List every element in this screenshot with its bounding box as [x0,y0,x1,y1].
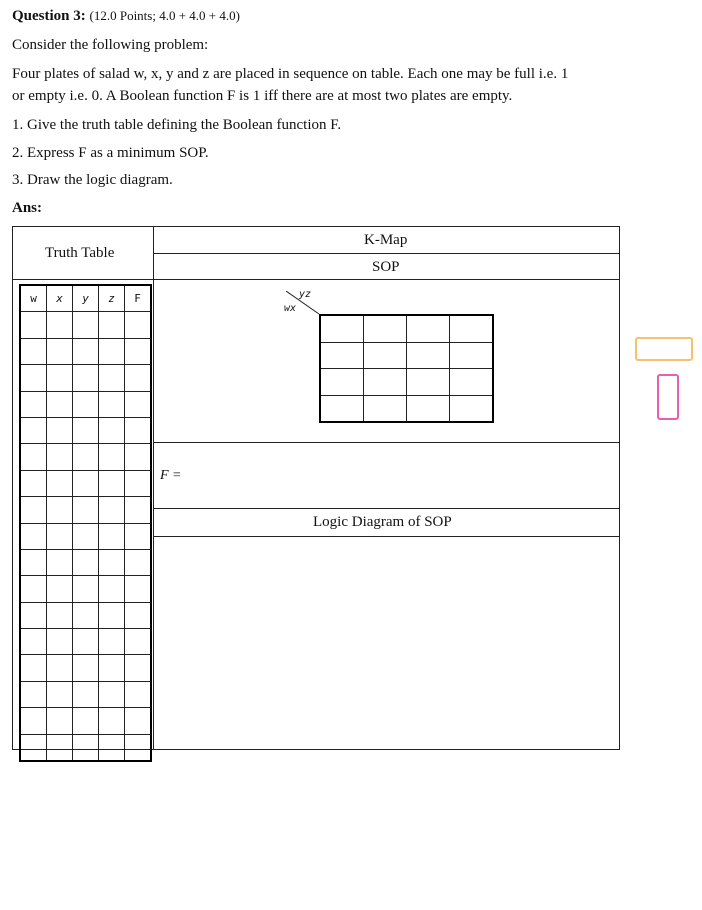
truth-table-cell[interactable] [99,497,125,523]
truth-table-row [20,417,151,443]
orange-box-shape [635,337,693,361]
truth-table-cell[interactable] [47,655,73,681]
truth-table-cell[interactable] [20,470,47,496]
truth-table-cell[interactable] [125,470,152,496]
kmap-col-var: yz [299,289,312,300]
problem-line-1: Four plates of salad w, x, y and z are placed in sequence on table. Each one may be full i.e. 1 [12,66,569,82]
truth-table-cell[interactable] [73,312,99,338]
truth-table-cell[interactable] [73,470,99,496]
truth-table-cell[interactable] [20,655,47,681]
kmap-row [320,315,493,342]
truth-table-cell[interactable] [20,708,47,734]
truth-table-cell[interactable] [125,734,152,761]
truth-table-label: Truth Table [45,245,115,261]
truth-table-cell[interactable] [73,417,99,443]
truth-table-cell[interactable] [20,523,47,549]
pink-box-shape [657,374,679,420]
kmap-row [320,369,493,396]
truth-table-cell[interactable] [73,708,99,734]
truth-table-cell[interactable] [73,338,99,364]
kmap-cell[interactable] [407,395,450,422]
truth-table-cell[interactable] [99,602,125,628]
question-points: (12.0 Points; 4.0 + 4.0 + 4.0) [89,8,240,23]
kmap-cell[interactable] [450,369,494,396]
truth-table-cell[interactable] [99,338,125,364]
ans-label: Ans: [12,200,43,216]
sop-label: SOP [372,259,400,275]
truth-table-cell[interactable] [47,444,73,470]
kmap-row [320,342,493,369]
truth-table-cell[interactable] [99,681,125,707]
truth-table-header [20,285,151,312]
truth-table-cell[interactable] [20,417,47,443]
truth-table-cell[interactable] [99,734,125,761]
truth-table-cell[interactable] [20,629,47,655]
truth-table-cell[interactable] [125,338,152,364]
truth-table-cell[interactable] [99,523,125,549]
truth-table-cell[interactable] [125,365,152,391]
truth-table-row [20,497,151,523]
truth-table-cell[interactable] [99,391,125,417]
divider-logic-header [153,536,620,537]
truth-table-cell[interactable] [99,312,125,338]
truth-table-cell[interactable] [99,365,125,391]
kmap-cell[interactable] [450,315,494,342]
truth-table-cell[interactable] [125,549,152,575]
truth-table-cell[interactable] [20,576,47,602]
truth-table-row [20,338,151,364]
truth-table-cell[interactable] [47,523,73,549]
truth-table-cell[interactable] [125,312,152,338]
col-w: w [20,285,47,312]
truth-table-cell[interactable] [73,365,99,391]
truth-table-cell[interactable] [47,497,73,523]
truth-table-cell[interactable] [73,629,99,655]
truth-table-cell[interactable] [47,312,73,338]
kmap-cell[interactable] [364,369,407,396]
truth-table-cell[interactable] [125,497,152,523]
truth-table-cell[interactable] [47,338,73,364]
truth-table-cell[interactable] [47,681,73,707]
truth-table-row [20,629,151,655]
truth-table-cell[interactable] [99,444,125,470]
kmap-cell[interactable] [364,395,407,422]
question-label: Question 3: [12,8,86,24]
truth-table-cell[interactable] [20,681,47,707]
truth-table-cell[interactable] [99,629,125,655]
truth-table-row [20,576,151,602]
divider-kmap-f [153,442,620,443]
truth-table-cell[interactable] [99,417,125,443]
truth-table-row [20,523,151,549]
truth-table-cell[interactable] [73,391,99,417]
truth-table-cell[interactable] [73,655,99,681]
truth-table-cell[interactable] [73,734,99,761]
truth-table-cell[interactable] [47,576,73,602]
kmap-cell[interactable] [320,342,364,369]
truth-table-row [20,734,151,761]
truth-table-cell[interactable] [99,549,125,575]
truth-table-cell[interactable] [47,602,73,628]
kmap-cell[interactable] [364,315,407,342]
truth-table-row [20,655,151,681]
divider-f-logic [153,508,620,509]
truth-table-row [20,602,151,628]
truth-table-cell[interactable] [47,734,73,761]
problem-line-2: or empty i.e. 0. A Boolean function F is 1 iff there are at most two plates are empty. [12,88,513,104]
truth-table-row [20,365,151,391]
truth-table-cell[interactable] [73,497,99,523]
truth-table-cell[interactable] [125,681,152,707]
truth-table-row [20,312,151,338]
kmap-cell[interactable] [450,395,494,422]
truth-table-cell[interactable] [47,470,73,496]
truth-table-cell[interactable] [99,576,125,602]
f-equals-label: F = [160,468,182,483]
task-1: 1. Give the truth table defining the Boolean function F. [12,117,342,133]
truth-table-cell[interactable] [99,655,125,681]
truth-table-row [20,444,151,470]
truth-table-cell[interactable] [20,338,47,364]
col-y: y [73,285,99,312]
truth-table-cell[interactable] [125,444,152,470]
truth-table-cell[interactable] [99,708,125,734]
truth-table-cell[interactable] [20,549,47,575]
truth-table-cell[interactable] [73,576,99,602]
truth-table-grid [19,284,152,762]
col-f: F [125,285,152,312]
truth-table-row [20,391,151,417]
kmap-grid [319,314,494,423]
task-3: 3. Draw the logic diagram. [12,172,173,188]
kmap-cell[interactable] [407,342,450,369]
truth-table-cell[interactable] [47,549,73,575]
truth-table-row [20,708,151,734]
kmap-label: K-Map [364,232,408,248]
truth-table-cell[interactable] [47,391,73,417]
truth-table-cell[interactable] [125,655,152,681]
kmap-row [320,395,493,422]
truth-table-cell[interactable] [73,523,99,549]
question-header [12,8,240,25]
truth-table-cell[interactable] [125,576,152,602]
truth-table-cell[interactable] [20,312,47,338]
truth-table-cell[interactable] [125,708,152,734]
divider-header [12,279,620,280]
truth-table-cell[interactable] [125,523,152,549]
truth-table-cell[interactable] [20,391,47,417]
truth-table-cell[interactable] [125,629,152,655]
kmap-cell[interactable] [320,369,364,396]
truth-table-row [20,470,151,496]
column-divider [153,226,154,750]
truth-table-cell[interactable] [47,629,73,655]
truth-table-cell[interactable] [73,602,99,628]
truth-table-cell[interactable] [20,602,47,628]
truth-table-cell[interactable] [73,549,99,575]
truth-table-cell[interactable] [20,365,47,391]
divider-kmap-sop [153,253,620,254]
truth-table-cell[interactable] [20,734,47,761]
kmap-cell[interactable] [450,342,494,369]
truth-table-cell[interactable] [47,708,73,734]
col-z: z [99,285,125,312]
truth-table-cell[interactable] [125,417,152,443]
logic-diagram-label: Logic Diagram of SOP [313,514,452,530]
task-2: 2. Express F as a minimum SOP. [12,145,209,161]
kmap-cell[interactable] [407,369,450,396]
col-x: x [47,285,73,312]
kmap-cell[interactable] [364,342,407,369]
kmap-cell[interactable] [320,395,364,422]
kmap-cell[interactable] [320,315,364,342]
kmap-row-var: wx [284,303,297,314]
truth-table-cell[interactable] [125,391,152,417]
truth-table-cell[interactable] [47,365,73,391]
question-intro: Consider the following problem: [12,37,209,53]
kmap-cell[interactable] [407,315,450,342]
truth-table-cell[interactable] [73,444,99,470]
truth-table-cell[interactable] [125,602,152,628]
truth-table-cell[interactable] [99,470,125,496]
truth-table-cell[interactable] [47,417,73,443]
truth-table-row [20,681,151,707]
truth-table-cell[interactable] [20,497,47,523]
truth-table-cell[interactable] [73,681,99,707]
truth-table-row [20,549,151,575]
truth-table-cell[interactable] [20,444,47,470]
